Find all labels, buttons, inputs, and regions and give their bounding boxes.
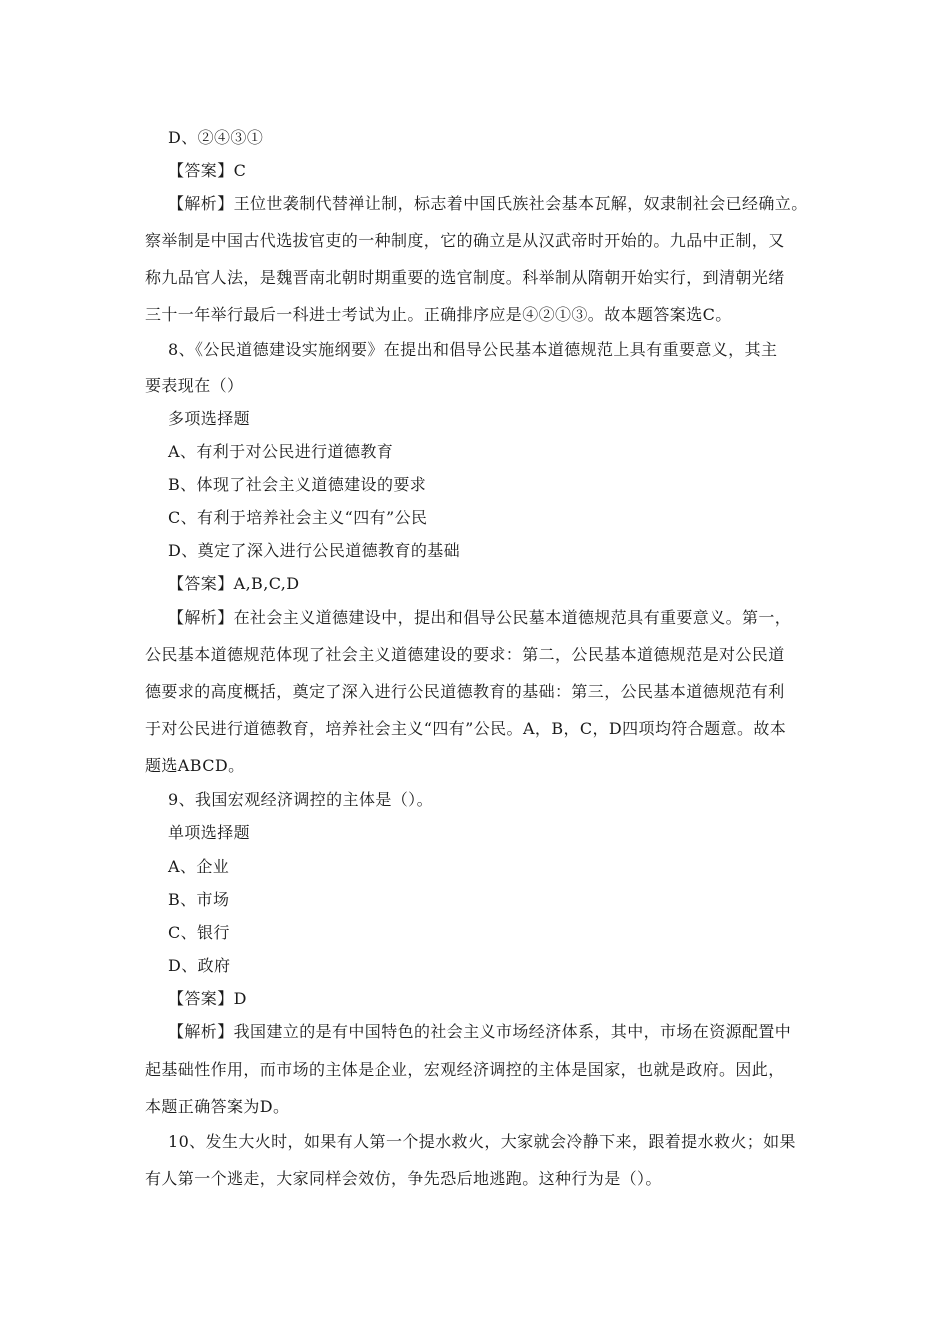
q8-option-a: A、有利于对公民进行道德教育: [168, 442, 394, 461]
q8-option-d: D、奠定了深入进行公民道德教育的基础: [168, 541, 461, 560]
q8-analysis-text: 在社会主义道德建设中，提出和倡导公民墓本道德规范具有重要意义。第一，: [233, 608, 792, 627]
q10-question-line-1: 10、发生大火时，如果有人第一个提水救火，大家就会冷静下来，跟着提水救火；如果: [168, 1132, 796, 1151]
q8-analysis-line-2: 公民基本道德规范体现了社会主义道德建设的要求：第二，公民基本道德规范是对公民道: [145, 645, 785, 664]
q9-answer-label: 【答案】: [168, 989, 234, 1008]
q8-answer: [168, 574, 299, 594]
q7-answer: [168, 161, 246, 181]
q9-option-a: A、企业: [168, 857, 230, 876]
q9-type: 单项选择题: [168, 823, 251, 842]
q7-analysis-line-3: 称九品官人法，是魏晋南北朝时期重要的选官制度。科举制从隋朝开始实行，到清朝光绪: [145, 268, 785, 287]
q8-answer-label: 【答案】: [168, 574, 234, 593]
q8-analysis-line-1: [168, 608, 791, 628]
q8-option-c: C、有利于培养社会主义“四有”公民: [168, 508, 428, 527]
q10-question-line-2: 有人第一个逃走，大家同样会效仿，争先恐后地逃跑。这种行为是（）。: [145, 1169, 662, 1188]
q8-option-b: B、体现了社会主义道德建设的要求: [168, 475, 427, 494]
q8-analysis-line-3: 德要求的高度概括，奠定了深入进行公民道德教育的基础：第三，公民基本道德规范有利: [145, 682, 785, 701]
q9-option-d: D、政府: [168, 956, 231, 975]
q9-analysis-line-3: 本题正确答案为D。: [145, 1097, 290, 1116]
q9-option-b: B、市场: [168, 890, 230, 909]
q7-analysis-line-1: [168, 194, 808, 214]
q9-analysis-text: 我国建立的是有中国特色的社会主义市场经济体系，其中，市场在资源配置中: [233, 1022, 792, 1041]
q8-type: 多项选择题: [168, 409, 251, 428]
q8-analysis-label: 【解析】: [168, 608, 234, 627]
q9-analysis-line-2: 起基础性作用，而市场的主体是企业，宏观经济调控的主体是国家，也就是政府。因此，: [145, 1060, 785, 1079]
q9-question: 9、我国宏观经济调控的主体是（）。: [168, 790, 433, 809]
q7-answer-value: C: [233, 161, 247, 180]
q9-option-c: C、银行: [168, 923, 230, 942]
q8-analysis-line-5: 题选ABCD。: [145, 756, 245, 775]
q9-answer-value: D: [233, 989, 247, 1008]
q7-analysis-text: 王位世袭制代替禅让制，标志着中国氏族社会基本瓦解，奴隶制社会已经确立。: [233, 194, 808, 213]
q8-analysis-line-4: 于对公民进行道德教育，培养社会主义“四有”公民。A，B，C，D四项均符合题意。故本: [145, 719, 787, 738]
q7-analysis-label: 【解析】: [168, 194, 234, 213]
q8-question-line-1: 8、《公民道德建设实施纲要》在提出和倡导公民基本道德规范上具有重要意义，其主: [168, 340, 778, 359]
q9-analysis-line-1: [168, 1022, 791, 1042]
q7-answer-label: 【答案】: [168, 161, 234, 180]
q9-answer: [168, 989, 247, 1009]
q7-option-d: D、②④③①: [168, 128, 264, 147]
q7-analysis-line-4: 三十一年举行最后一科进士考试为止。正确排序应是④②①③。故本题答案选C。: [145, 305, 732, 324]
q8-answer-value: A,B,C,D: [233, 574, 300, 593]
q8-question-line-2: 要表现在（）: [145, 376, 244, 395]
q7-analysis-line-2: 察举制是中国古代选拔官吏的一种制度，它的确立是从汉武帝时开始的。九品中正制，又: [145, 231, 785, 250]
q9-analysis-label: 【解析】: [168, 1022, 234, 1041]
